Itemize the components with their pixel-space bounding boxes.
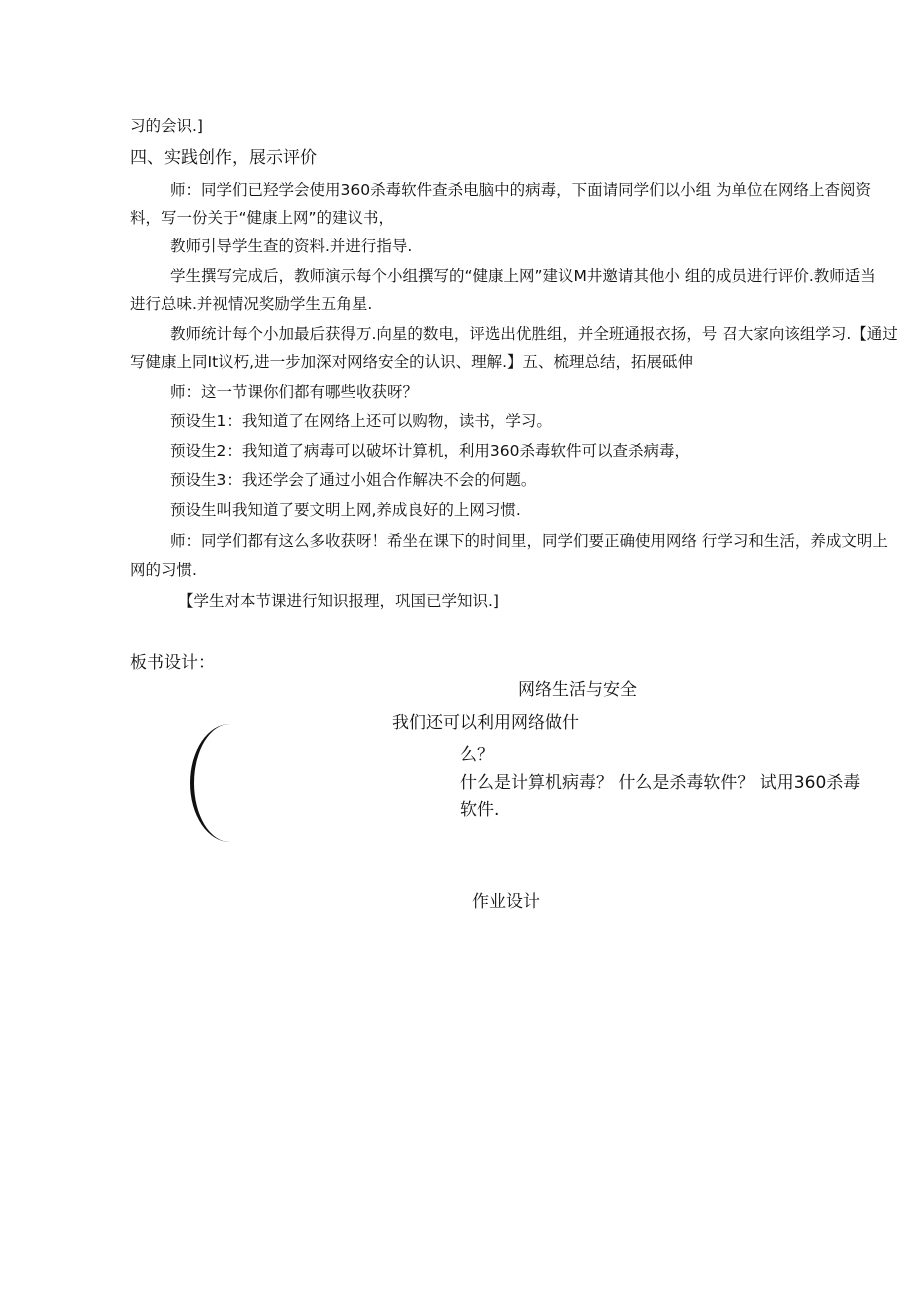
paragraph-line: 【学生对本节课进行知识报理，巩国已学知识.] [178,592,499,610]
board-design-heading: 板书设计： [130,653,215,673]
board-line: 我们还可以利用网络做什 [392,713,579,733]
board-line: 么？ [460,745,494,765]
left-parenthesis-icon [190,724,270,842]
paragraph-line: 进行总味.并视情况奖励学生五角星. [130,295,373,313]
paragraph-line: 预设生1：我知道了在网络上还可以购物，读书，学习。 [170,412,552,430]
paragraph-line: 预设生2：我知道了病毒可以破坏计算机，利用360杀毒软件可以查杀病毒， [170,442,690,460]
paragraph-line: 教师统计每个小加最后获得万.向星的数电，评选出优胜组，并全班通报衣扬，号 召大家向该组学习.【通过 [170,325,898,343]
board-line: 什么是计算机病毒？ 什么是杀毒软件？ 试用360杀毒 [460,773,861,793]
paragraph-line: 写健康上同It议朽,进一步加深对网络安全的认识、理解.】五、梳理总结，拓展砥伸 [130,353,694,371]
paragraph-line: 师：同学们已羟学会使用360杀毒软件查杀电脑中的病毒，下面请同学们以小组 为单位在网络上杳阅资 [170,181,872,199]
paragraph-line: 师：这一节课你们都有哪些收获呀？ [170,383,419,401]
board-line: 软件. [460,800,500,820]
paragraph-line: 预设生3：我还学会了通过小姐合作解决不会的何题。 [170,471,537,489]
paragraph-line: 预设生叫我知道了要文明上网,养成良好的上网习惯. [170,501,521,519]
paragraph-line: 料，写一份关于“健康上网”的建议书， [130,209,395,227]
paragraph-line: 网的习惯. [130,561,197,579]
paragraph-line: 教师引导学生查的资料.并进行指导. [170,237,413,255]
board-title: 网络生活与安全 [518,680,637,700]
homework-heading: 作业设计 [472,892,540,912]
section-heading: 四、实践创作，展示评价 [130,148,317,168]
text-line: 习的会识.] [130,117,203,135]
paragraph-line: 师：同学们都有这么多收获呀！希坐在课下的时间里，同学们要正确使用网络 行学习和生活，养成文明上 [170,532,888,550]
paragraph-line: 学生撰写完成后，教师演示每个小组撰写的“健康上网”建议M井邀请其他小 组的成员进行评价.教师适当 [170,267,876,285]
